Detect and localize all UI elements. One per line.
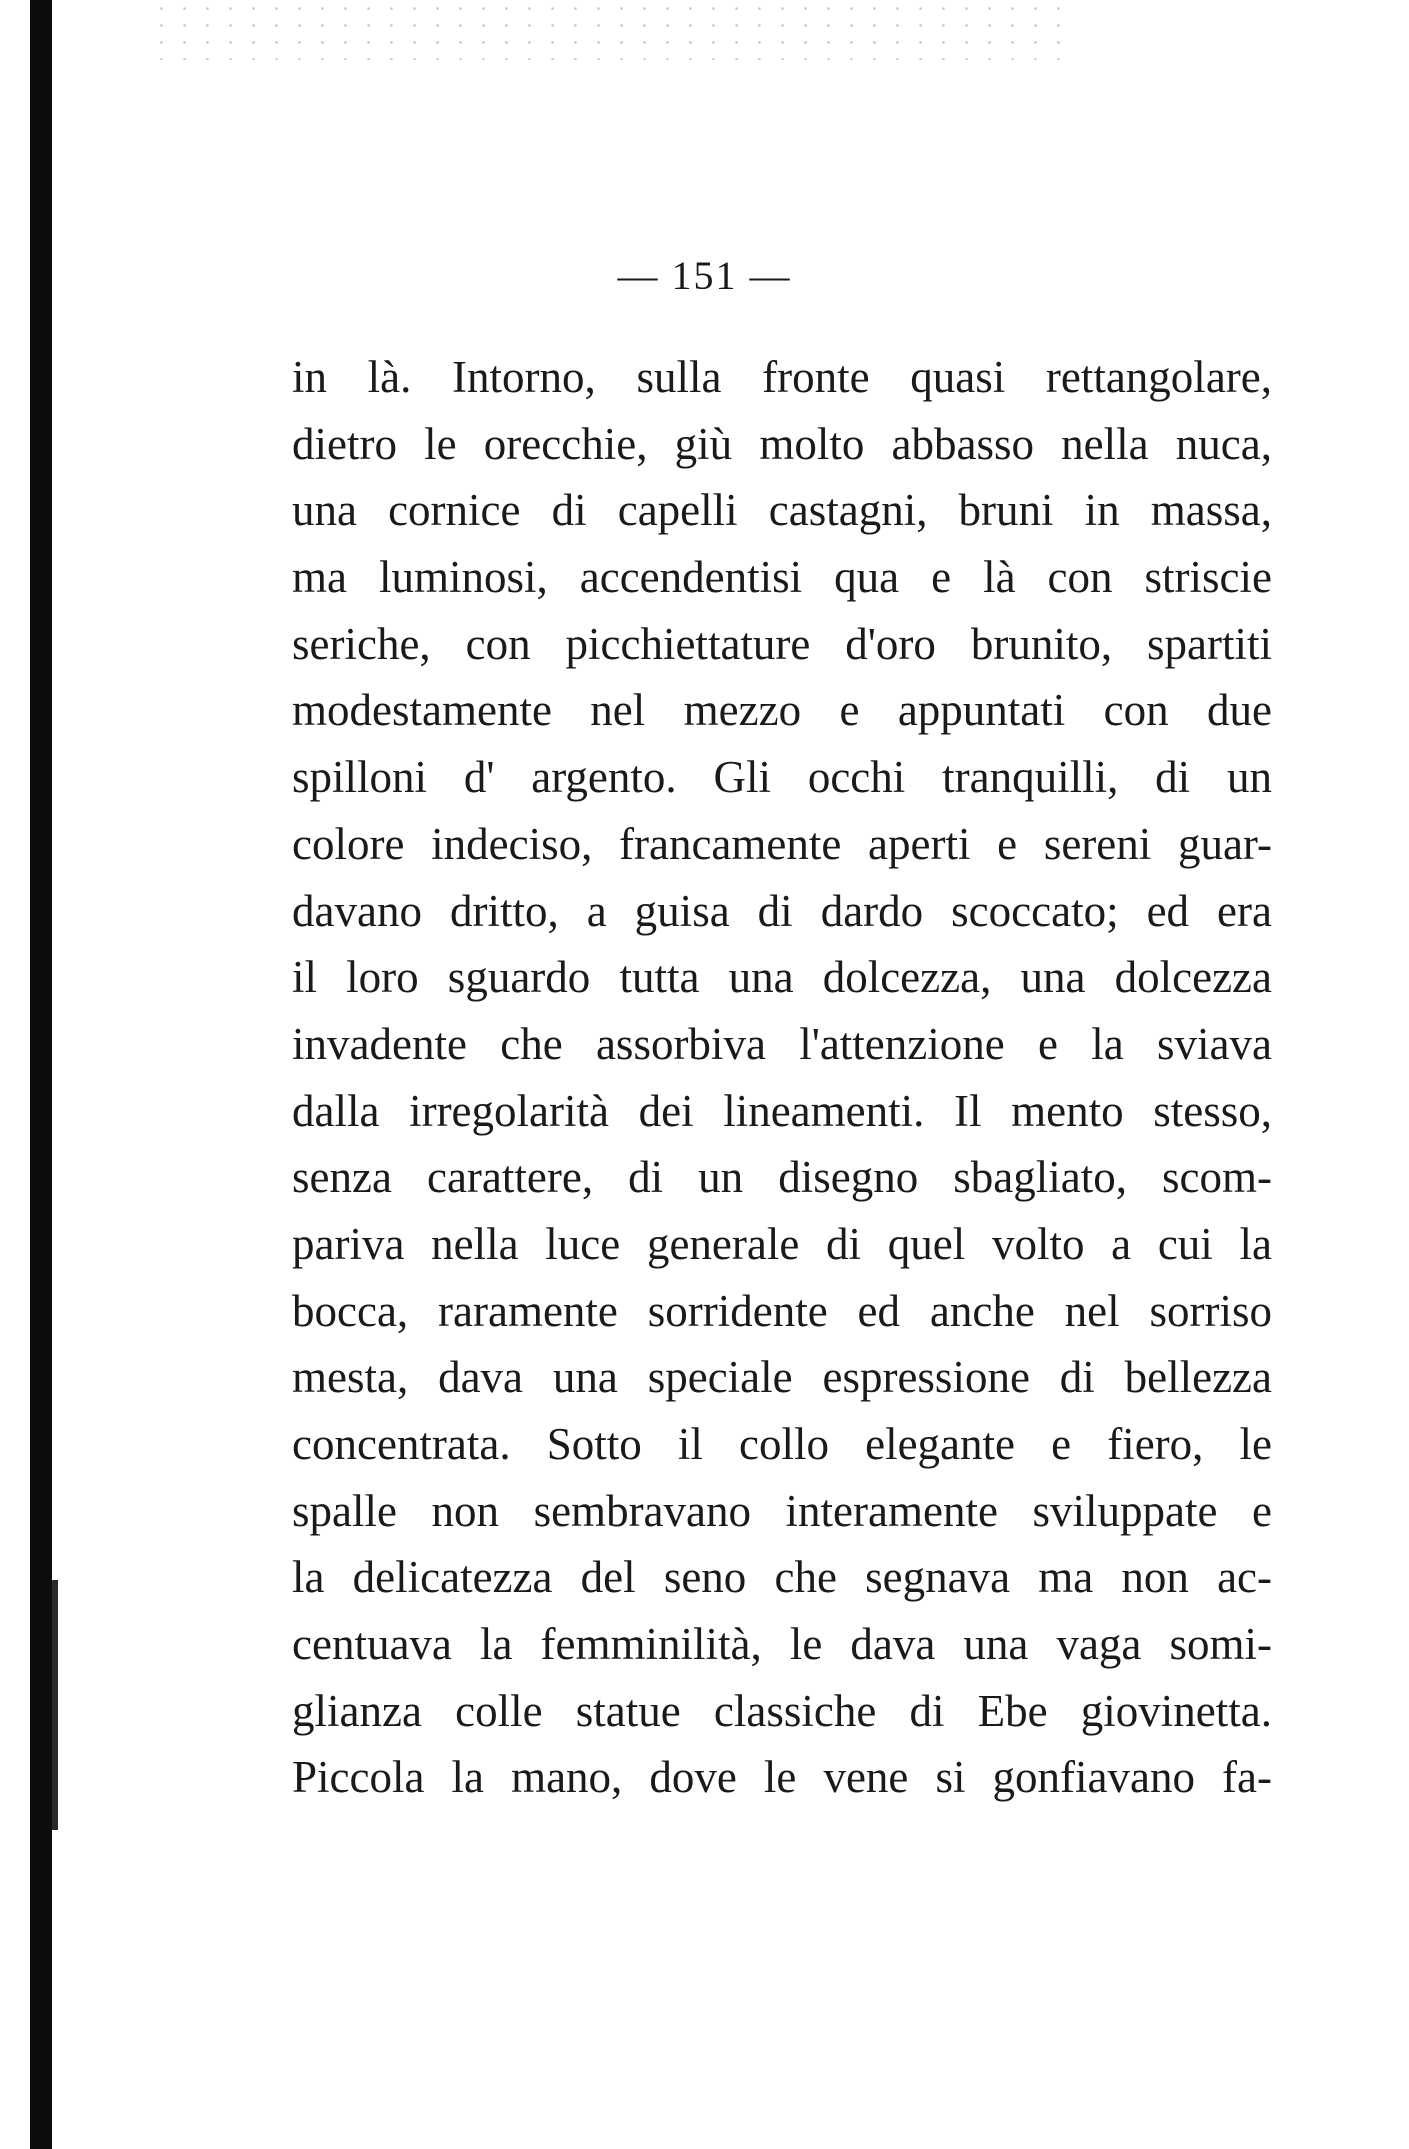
text-line: seriche, con picchiettature d'oro brunito, spartiti bbox=[292, 618, 1272, 669]
text-line: il loro sguardo tutta una dolcezza, una dolcezza bbox=[292, 952, 1272, 1003]
text-line: concentrata. Sotto il collo elegante e fiero, le bbox=[292, 1419, 1272, 1469]
text-line: pariva nella luce generale di quel volto a cui la bbox=[292, 1218, 1272, 1269]
text-line: glianza colle statue classiche di Ebe giovinetta. bbox=[292, 1685, 1272, 1736]
body-text bbox=[292, 344, 1272, 1811]
text-line: modestamente nel mezzo e appuntati con due bbox=[292, 685, 1272, 736]
text-line: dalla irregolarità dei lineamenti. Il mento stesso, bbox=[292, 1085, 1272, 1136]
text-line: spilloni d' argento. Gli occhi tranquilli, di un bbox=[292, 752, 1272, 803]
text-line: mesta, dava una speciale espressione di bellezza bbox=[292, 1352, 1272, 1403]
scan-speckle bbox=[150, 0, 1070, 60]
text-line: Piccola la mano, dove le vene si gonfiavano fa- bbox=[292, 1752, 1272, 1803]
text-line: una cornice di capelli castagni, bruni in massa, bbox=[292, 485, 1272, 536]
text-line: dietro le orecchie, giù molto abbasso nella nuca, bbox=[292, 418, 1272, 469]
text-line: invadente che assorbiva l'attenzione e la sviava bbox=[292, 1018, 1272, 1069]
text-line: colore indeciso, francamente aperti e sereni guar- bbox=[292, 818, 1272, 869]
text-line: la delicatezza del seno che segnava ma non ac- bbox=[292, 1552, 1272, 1603]
text-line: senza carattere, di un disegno sbagliato, scom- bbox=[292, 1152, 1272, 1203]
text-line: centuava la femminilità, le dava una vaga somi- bbox=[292, 1619, 1272, 1670]
text-line: ma luminosi, accendentisi qua e là con striscie bbox=[292, 552, 1272, 603]
text-line: spalle non sembravano interamente sviluppate e bbox=[292, 1485, 1272, 1536]
page-number: — 151 — bbox=[617, 253, 792, 298]
page-binding-edge bbox=[30, 0, 52, 2149]
text-line: bocca, raramente sorridente ed anche nel sorriso bbox=[292, 1285, 1272, 1336]
text-line: in là. Intorno, sulla fronte quasi rettangolare, bbox=[292, 352, 1272, 402]
text-line: davano dritto, a guisa di dardo scoccato; ed era bbox=[292, 885, 1272, 936]
